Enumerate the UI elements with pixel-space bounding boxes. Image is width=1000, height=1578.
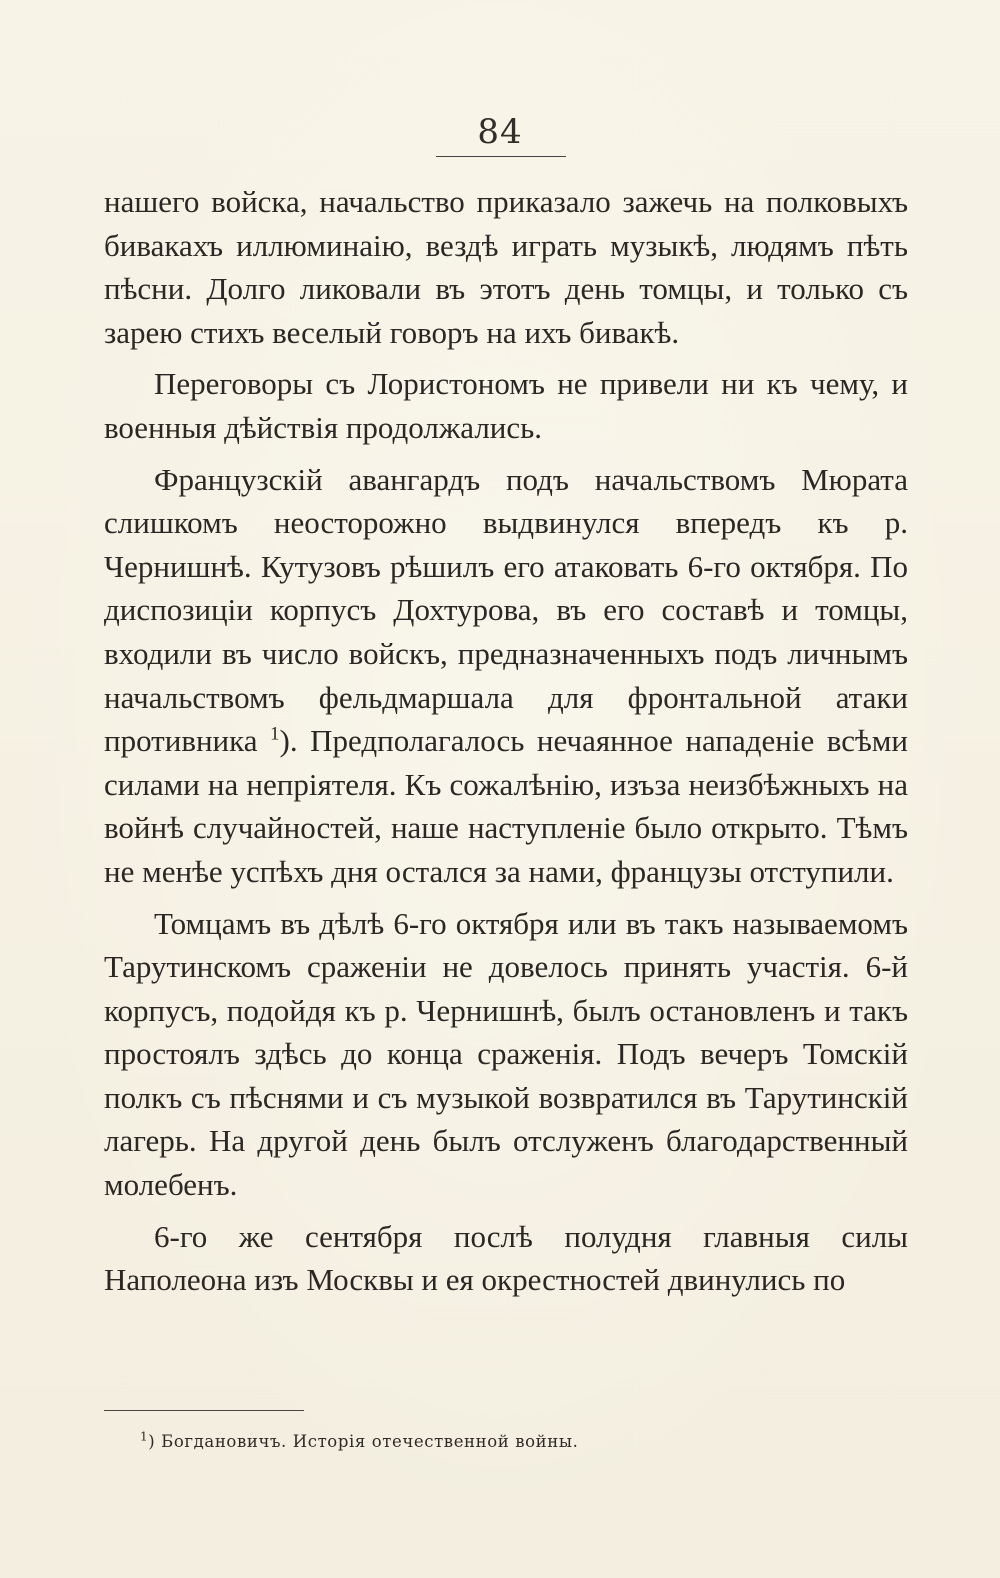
paragraph: Томцамъ въ дѣлѣ 6-го октября или въ такъ называемомъ Тарутинскомъ сраженіи не довелось принять участія. 6-й корпусъ, подойдя къ р. Чернишнѣ, былъ остановленъ и такъ простоялъ здѣсь до конца сраженія. Подъ вечеръ Томскій полкъ съ пѣснями и съ музыкой возвратился въ Тарутинскій лагерь. На другой день былъ отслуженъ благодарственный молебенъ. — [104, 905, 908, 1203]
footnote-text: ) Богдановичъ. Исторія отечественной войны. — [148, 1432, 579, 1451]
page-number-rule — [436, 156, 566, 157]
paragraph-text: Французскій авангардъ подъ начальствомъ Мюрата слишкомъ неосторожно выдвинулся впередъ къ р. Чернишнѣ. Кутузовъ рѣшилъ его атаковать 6-го октября. По диспозиціи корпусъ Дохтурова, въ его составѣ и томцы, входили въ число войскъ, предназначенныхъ подъ личнымъ начальствомъ фельдмаршала для фронтальной атаки противника — [104, 461, 908, 759]
paragraph-text: ). Предполагалось нечаянное нападеніе всѣми силами на непріятеля. Къ сожалѣнію, изъза неизбѣжныхъ на войнѣ случайностей, наше наступленіе было открыто. Тѣмъ не менѣе успѣхъ дня остался за нами, французы отступили. — [104, 723, 908, 889]
paragraph: нашего войска, начальство приказало зажечь на полковыхъ бивакахъ иллюминаію, вездѣ играть музыкѣ, людямъ пѣть пѣсни. Долго ликовали въ этотъ день томцы, и только съ зарею стихъ веселый говоръ на ихъ бивакѣ. — [104, 184, 908, 350]
paragraph: 6-го же сентября послѣ полудня главныя силы Наполеона изъ Москвы и ея окрестностей двинулись по — [104, 1218, 908, 1298]
footnote-mark: 1 — [140, 1429, 149, 1444]
footnote-rule — [104, 1410, 304, 1411]
paragraph — [104, 458, 908, 894]
page-number: 84 — [477, 112, 523, 152]
paragraph: Переговоры съ Лористономъ не привели ни къ чему, и военныя дѣйствія продолжались. — [104, 366, 908, 445]
footnote — [140, 1429, 900, 1451]
main-text — [104, 180, 908, 1310]
footnote-reference: 1 — [270, 723, 280, 745]
